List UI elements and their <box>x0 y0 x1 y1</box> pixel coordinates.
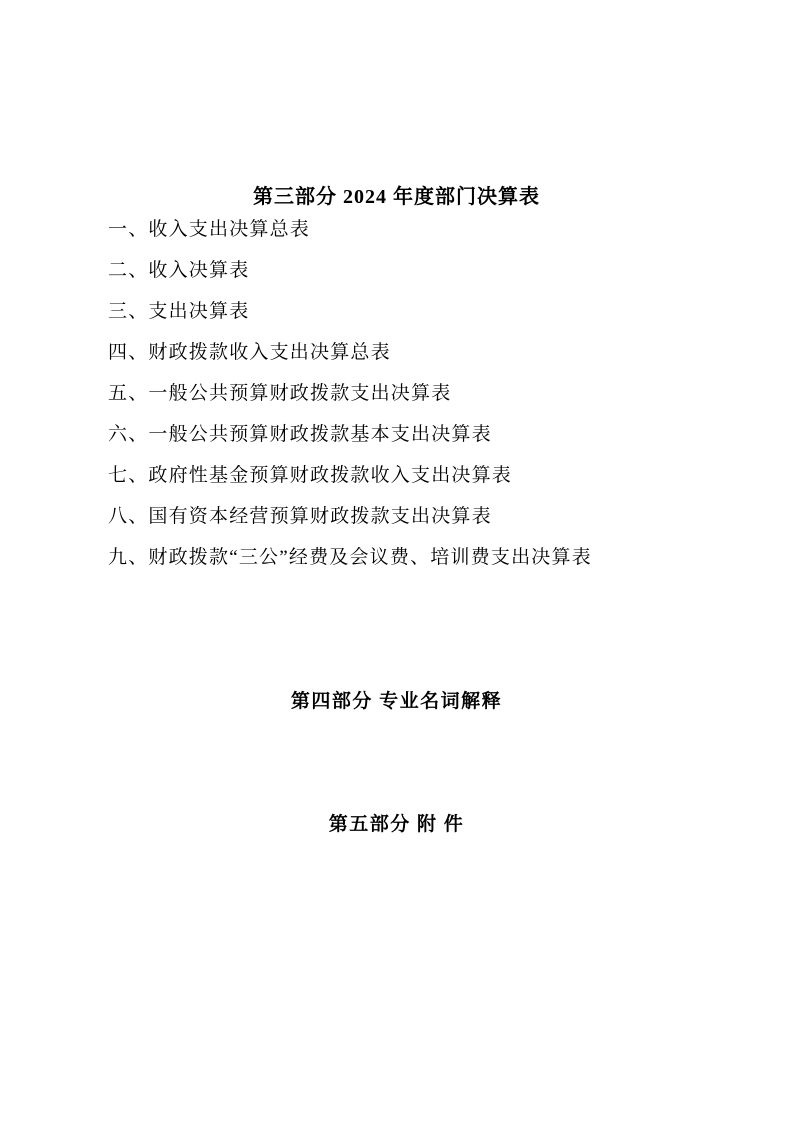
part3-heading: 第三部分 2024 年度部门决算表 <box>253 186 540 208</box>
toc-entry: 六、一般公共预算财政拨款基本支出决算表 <box>108 424 492 445</box>
toc-entry: 七、政府性基金预算财政拨款收入支出决算表 <box>108 465 513 486</box>
part5-heading: 第五部分 附 件 <box>328 814 465 835</box>
part3-table-of-contents <box>92 209 701 578</box>
toc-entry: 八、国有资本经营预算财政拨款支出决算表 <box>108 506 492 527</box>
toc-entry: 九、财政拨款“三公”经费及会议费、培训费支出决算表 <box>108 547 592 568</box>
toc-entry: 四、财政拨款收入支出决算总表 <box>108 342 391 363</box>
toc-entry: 五、一般公共预算财政拨款支出决算表 <box>108 383 452 404</box>
part4-heading: 第四部分 专业名词解释 <box>290 691 503 712</box>
toc-entry: 一、收入支出决算总表 <box>108 219 311 240</box>
toc-entry: 三、支出决算表 <box>108 301 250 322</box>
toc-entry: 二、收入决算表 <box>108 260 250 281</box>
